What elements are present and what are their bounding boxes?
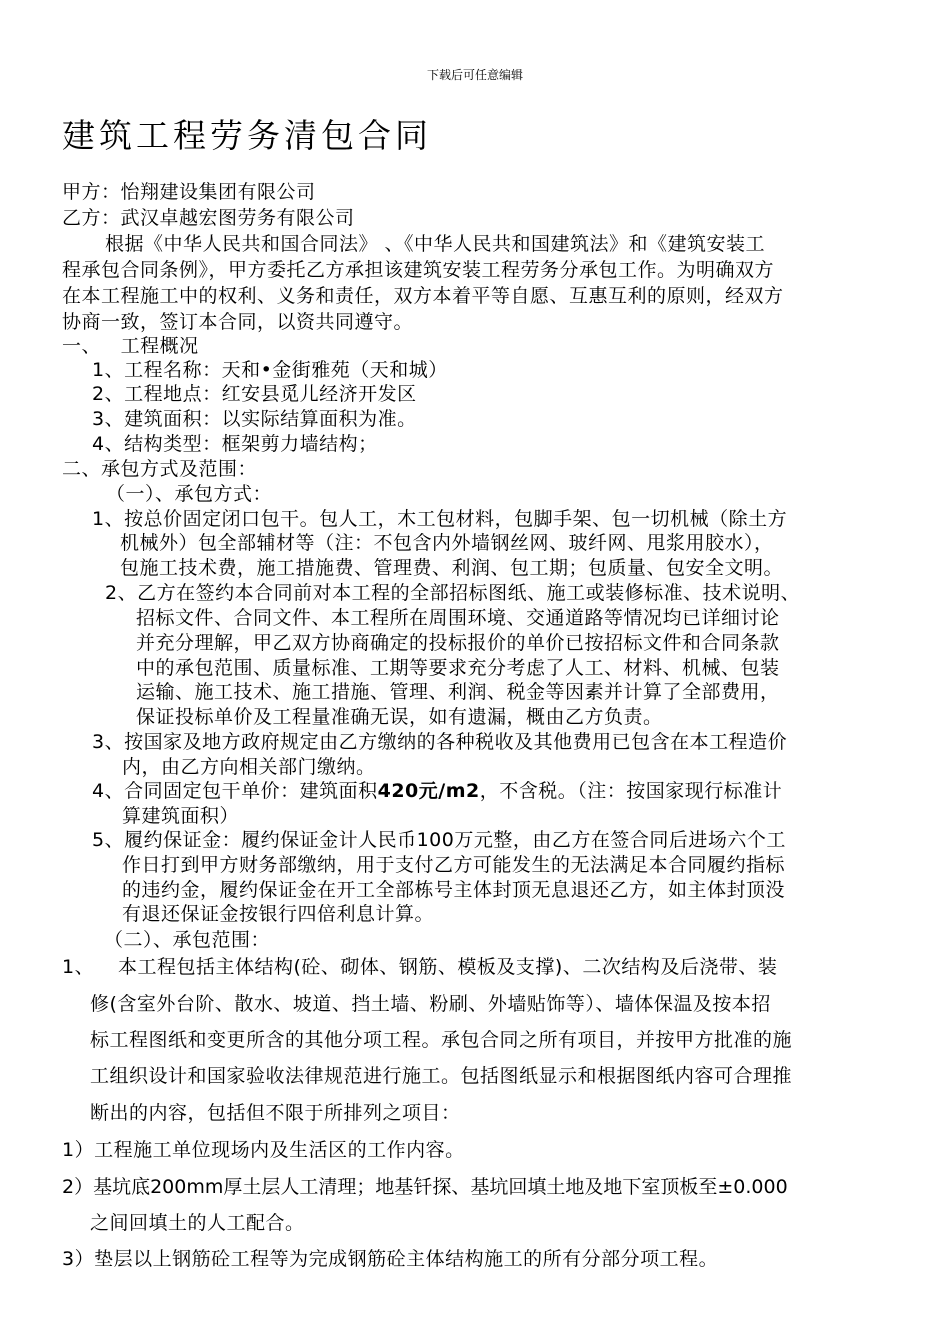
clause-line: 保证投标单价及工程量准确无误，如有遗漏，概由乙方负责。 <box>136 706 663 728</box>
list-item: 2）基坑底200mm厚土层人工清理；地基钎探、基坑回填土地及地下室顶板至±0.000 <box>62 1176 788 1198</box>
unit-price-clause <box>92 779 782 804</box>
list-item: 之间回填土的人工配合。 <box>90 1212 305 1234</box>
scope-number: 1、 <box>62 956 95 978</box>
unit-price-value: 420元/m2 <box>377 780 480 802</box>
project-item: 4、结构类型：框架剪力墙结构； <box>92 433 378 455</box>
clause-line: 3、按国家及地方政府规定由乙方缴纳的各种税收及其他费用已包含在本工程造价 <box>92 731 788 753</box>
intro-line: 根据《中华人民共和国合同法》 、《中华人民共和国建筑法》和《建筑安装工 <box>105 233 766 255</box>
list-item: 1）工程施工单位现场内及生活区的工作内容。 <box>62 1139 465 1161</box>
clause-line: 包施工技术费，施工措施费、管理费、利润、包工期；包质量、包安全文明。 <box>120 557 784 579</box>
clause-line: 作日打到甲方财务部缴纳，用于支付乙方可能发生的无法满足本合同履约指标 <box>122 854 786 876</box>
clause-line: 运输、施工技术、施工措施、管理、利润、税金等因素并计算了全部费用， <box>136 681 780 703</box>
scope-line: 工组织设计和国家验收法律规范进行施工。包括图纸显示和根据图纸内容可合理推 <box>90 1065 793 1087</box>
scope-line: 标工程图纸和变更所含的其他分项工程。承包合同之所有项目，并按甲方批准的施 <box>90 1029 793 1051</box>
clause-line: 5、履约保证金：履约保证金计人民币100万元整，由乙方在签合同后进场六个工 <box>92 829 786 851</box>
clause-line: 内，由乙方向相关部门缴纳。 <box>122 756 376 778</box>
project-item: 2、工程地点：红安县觅儿经济开发区 <box>92 383 417 405</box>
section-1-heading: 一、 工程概况 <box>62 335 199 357</box>
party-a: 甲方：怡翔建设集团有限公司 <box>62 181 316 203</box>
subsection-heading: （二）、承包范围： <box>104 929 271 951</box>
clause-line: 有退还保证金按银行四倍利息计算。 <box>122 903 435 925</box>
scope-line: 本工程包括主体结构(砼、砌体、钢筋、模板及支撑)、二次结构及后浇带、装 <box>118 956 778 978</box>
page-header-note: 下载后可任意编辑 <box>426 68 523 82</box>
list-item: 3）垫层以上钢筋砼工程等为完成钢筋砼主体结构施工的所有分部分项工程。 <box>62 1248 719 1270</box>
clause-line: 中的承包范围、质量标准、工期等要求充分考虑了人工、材料、机械、包装 <box>136 657 780 679</box>
scope-line: 断出的内容，包括但不限于所排列之项目： <box>90 1102 461 1124</box>
clause-line: 2、乙方在签约本合同前对本工程的全部招标图纸、施工或装修标准、技术说明、 <box>105 582 801 604</box>
clause-line: 1、按总价固定闭口包干。包人工，木工包材料，包脚手架、包一切机械（除土方 <box>92 508 788 530</box>
scope-line: 修(含室外台阶、散水、坡道、挡土墙、粉刷、外墙贴饰等）、墙体保温及按本招 <box>90 993 771 1015</box>
intro-line: 程承包合同条例》，甲方委托乙方承担该建筑安装工程劳务分承包工作。为明确双方 <box>62 259 775 281</box>
party-b: 乙方：武汉卓越宏图劳务有限公司 <box>62 207 355 229</box>
document-title: 建筑工程劳务清包合同 <box>62 116 432 155</box>
project-item: 1、工程名称：天和•金街雅苑（天和城） <box>92 359 448 381</box>
project-item: 3、建筑面积：以实际结算面积为准。 <box>92 408 417 430</box>
clause-line: 算建筑面积） <box>122 805 240 827</box>
intro-line: 在本工程施工中的权利、义务和责任，双方本着平等自愿、互惠互利的原则，经双方 <box>62 285 784 307</box>
clause-text: ，不含税。（注：按国家现行标准计 <box>479 780 783 802</box>
clause-line: 机械外）包全部辅材等（注：不包含内外墙钢丝网、玻纤网、甩浆用胶水）， <box>120 532 774 554</box>
section-2-heading: 二、承包方式及范围： <box>62 458 258 480</box>
intro-line: 协商一致，签订本合同，以资共同遵守。 <box>62 311 414 333</box>
subsection-heading: （一）、承包方式： <box>106 483 273 505</box>
clause-line: 并充分理解，甲乙双方协商确定的投标报价的单价已按招标文件和合同条款 <box>136 632 780 654</box>
clause-line: 的违约金，履约保证金在开工全部栋号主体封顶无息退还乙方，如主体封顶没 <box>122 879 786 901</box>
clause-text: 4、合同固定包干单价：建筑面积 <box>92 780 378 802</box>
clause-line: 招标文件、合同文件、本工程所在周围环境、交通道路等情况均已详细讨论 <box>136 607 780 629</box>
